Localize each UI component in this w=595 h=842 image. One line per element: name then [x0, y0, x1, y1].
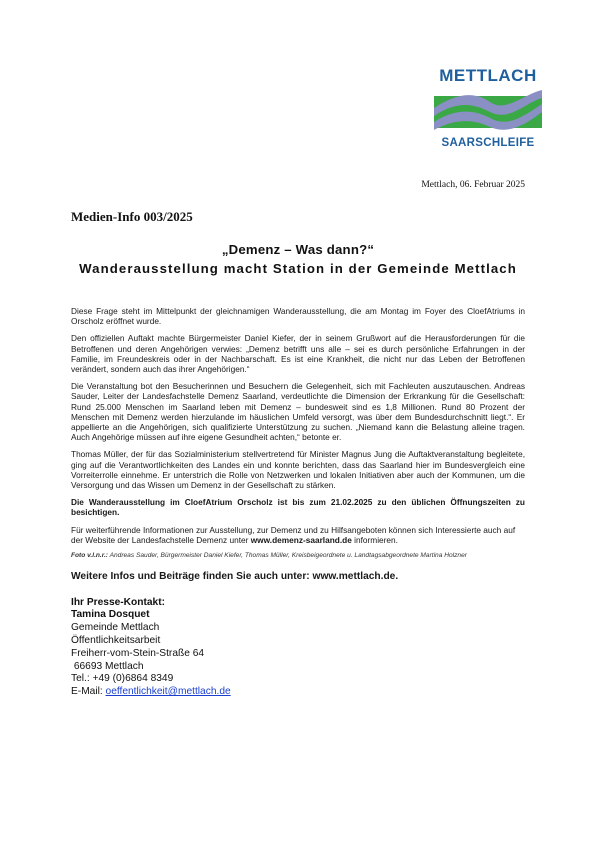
- paragraph-intro: Diese Frage steht im Mittelpunkt der gleichnamigen Wanderausstellung, die am Montag im Foyer des CloefAtriums in Orscholz eröffnet wurde.: [71, 306, 525, 327]
- paragraph-event: Die Veranstaltung bot den Besucherinnen und Besuchern die Gelegenheit, sich mit Fachleuten auszutauschen. Andreas Sauder, Leiter der Landesfachstelle Demenz Saarland, verdeutlichte die Dimension der Erkrankung für die Gesellschaft: Rund 25.000 Menschen im Saarland leben mit Demenz – bundesweit sind es 1,8 Millionen. Rund 80 Prozent der Menschen mit Demenz werden hierzulande im häuslichen Umfeld versorgt, was über dem Bundesdurchschnitt liegt.“. Er appellierte an die Angehörigen, sich qualifizierte Unterstützung zu suchen. „Niemand kann die Belastung alleine tragen. Auch Angehörige müssen auf ihre eigene Gesundheit achten,“ betonte er.: [71, 381, 525, 443]
- paragraph-ministry: Thomas Müller, der für das Sozialministerium stellvertretend für Minister Magnus Jung die Auftaktveranstaltung begleitete, ging auf die Verantwortlichkeiten des Landes ein und konnte berichten, dass das Saarland hier im Bundesvergleich eine Vorreiterrolle einnehme. Er unterstrich die Rolle von Netzwerken und lokalen Initiativen aber auch der Kommunen, um die Versorgung und das Wissen um Demenz in der Gesellschaft zu stärken.: [71, 449, 525, 491]
- contact-email-label: E-Mail:: [71, 686, 106, 698]
- contact-email-link[interactable]: oeffentlichkeit@mettlach.de: [105, 686, 231, 698]
- paragraph-further-info: [71, 525, 525, 545]
- article-body: [71, 306, 525, 699]
- contact-dept: Öffentlichkeitsarbeit: [71, 635, 161, 647]
- contact-phone: Tel.: +49 (0)6864 8349: [71, 673, 174, 685]
- further-info-text: Für weiterführende Informationen zur Ausstellung, zur Demenz und zu Hilfsangeboten können sich Interessierte auch auf der Website der Landesfachstelle Demenz unter: [71, 524, 516, 545]
- contact-name: Tamina Dosquet: [71, 609, 150, 621]
- contact-email-row: [71, 686, 525, 699]
- saarschleife-river-icon: [428, 86, 548, 138]
- photo-caption-label: Foto v.l.n.r.:: [71, 552, 108, 560]
- media-info-title: Medien-Info 003/2025: [71, 209, 193, 224]
- contact-city: 66693 Mettlach: [71, 660, 144, 672]
- headline-line-2: Wanderausstellung macht Station in der Gemeinde Mettlach: [79, 261, 517, 276]
- headline: [71, 240, 525, 278]
- paragraph-opening: Den offiziellen Auftakt machte Bürgermeister Daniel Kiefer, der in seinem Grußwort auf die Herausforderungen für die Betroffenen und deren Angehörigen verwies: „Demenz betrifft uns alle – sei es durch persönliche Erfahrungen in der Familie, im Freundeskreis oder in der Nachbarschaft. Es ist eine Krankheit, die nicht nur das Leben der Betroffenen verändert, sondern auch das ihrer Angehörigen.“: [71, 333, 525, 375]
- logo-subtitle: SAARSCHLEIFE: [441, 137, 535, 149]
- photo-caption: [71, 552, 525, 561]
- logo-title: METTLACH: [439, 66, 537, 85]
- paragraph-exhibition-dates: Die Wanderausstellung im CloefAtrium Orscholz ist bis zum 21.02.2025 zu den üblichen Öffnungszeiten zu besichtigen.: [71, 497, 525, 518]
- photo-caption-text: Andreas Sauder, Bürgermeister Daniel Kiefer, Thomas Müller, Kreisbeigeordnete u. Landtagsabgeordnete Martina Holzner: [108, 552, 467, 560]
- mettlach-saarschleife-logo: [428, 66, 548, 156]
- contact-heading: Ihr Presse-Kontakt:: [71, 596, 165, 608]
- headline-line-1: „Demenz – Was dann?“: [221, 242, 375, 257]
- press-contact: [71, 597, 525, 699]
- demenz-saarland-link[interactable]: www.demenz-saarland.de: [250, 534, 352, 545]
- contact-org: Gemeinde Mettlach: [71, 622, 160, 634]
- contact-street: Freiherr-vom-Stein-Straße 64: [71, 647, 205, 659]
- further-info-text-end: informieren.: [351, 534, 398, 545]
- dateline: Mettlach, 06. Februar 2025: [421, 180, 525, 190]
- more-info-line: Weitere Infos und Beiträge finden Sie auch unter: www.mettlach.de.: [71, 570, 399, 582]
